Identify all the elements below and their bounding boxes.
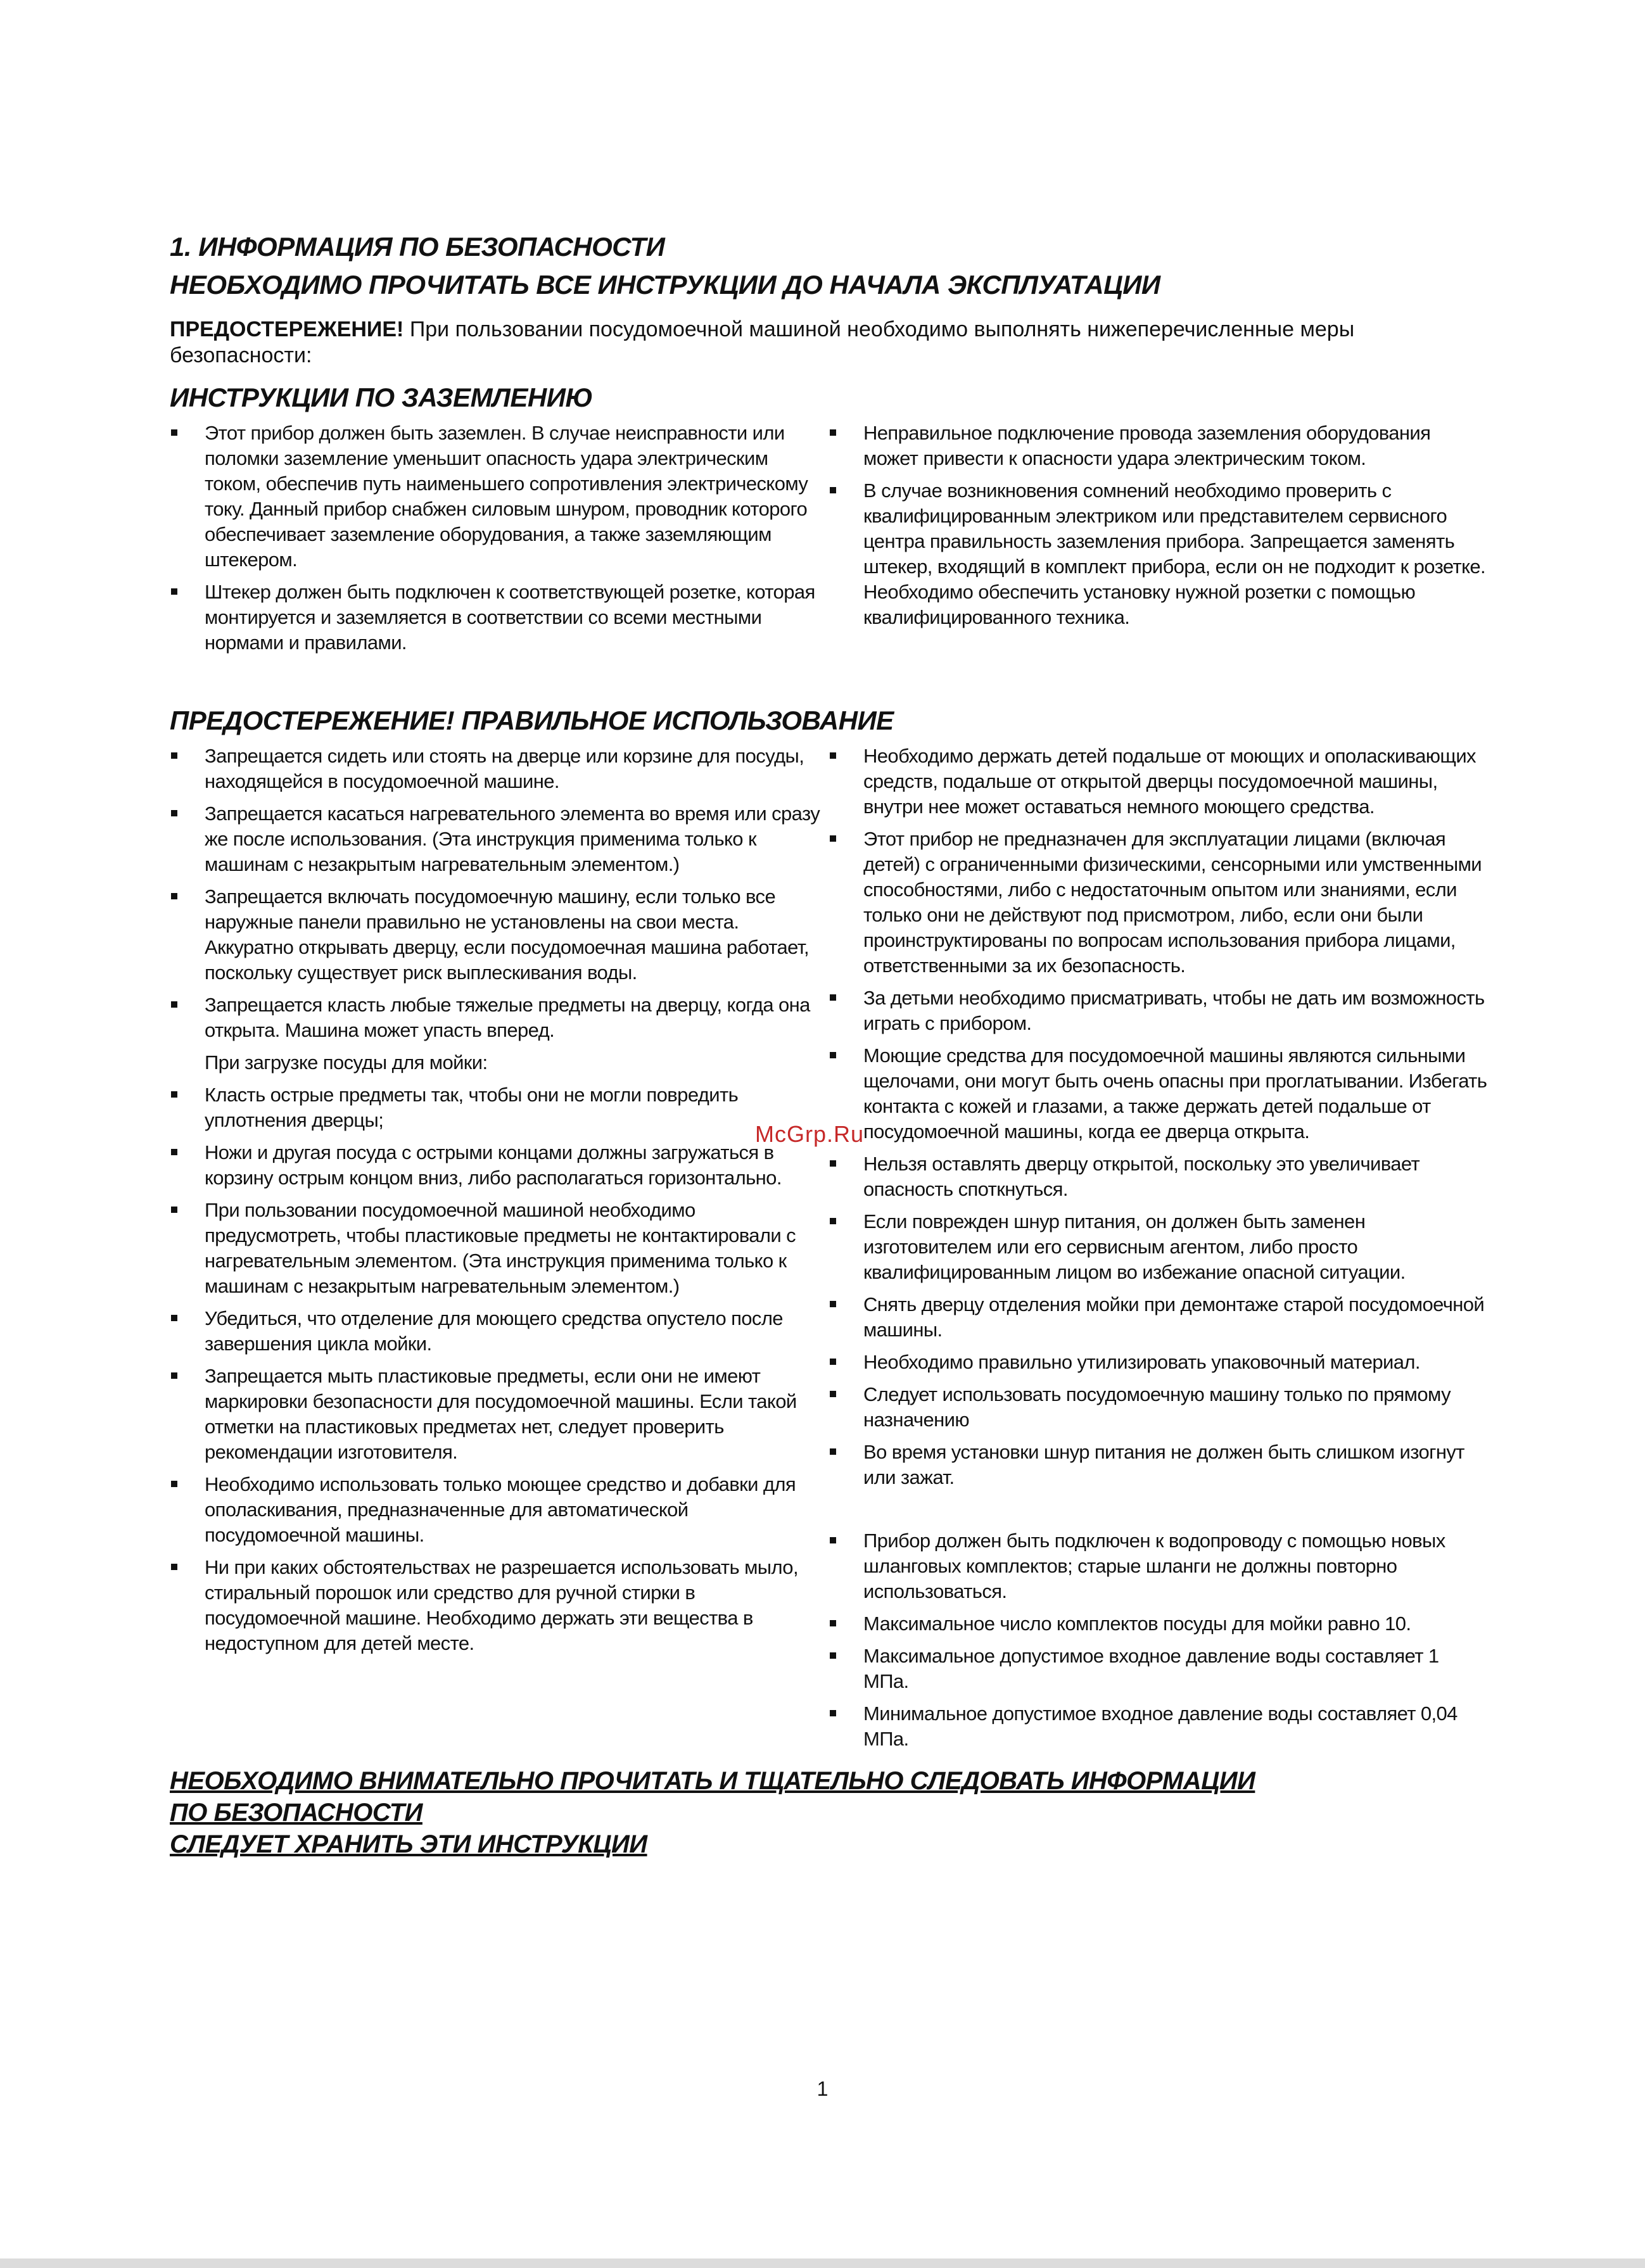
page-number: 1 <box>816 2077 829 2100</box>
section-title: 1. ИНФОРМАЦИЯ ПО БЕЗОПАСНОСТИ <box>170 232 665 262</box>
bullet-icon <box>830 1652 836 1659</box>
section-subtitle: НЕОБХОДИМО ПРОЧИТАТЬ ВСЕ ИНСТРУКЦИИ ДО НАЧАЛА ЭКСПЛУАТАЦИИ <box>170 270 1160 300</box>
list-item: За детьми необходимо присматривать, чтобы не дать им возможность играть с прибором. <box>829 985 1487 1036</box>
bullet-icon <box>830 1620 836 1626</box>
bullet-icon <box>830 1359 836 1365</box>
list-item: Запрещается сидеть или стоять на дверце или корзине для посуды, находящейся в посудомоечной машине. <box>170 744 822 794</box>
list-item: В случае возникновения сомнений необходимо проверить с квалифицированным электриком или представителем сервисного центра правильность заземления прибора. Запрещается заменять штекер, входящий в комплект прибора, если он не подходит к розетке. Необходимо обеспечить установку нужной розетки с помощью квалифицированного техника. <box>829 478 1487 630</box>
warning-label: ПРЕДОСТЕРЕЖЕНИЕ! <box>170 317 404 341</box>
bullet-icon <box>830 994 836 1001</box>
bullet-icon <box>171 1564 177 1570</box>
list-item: Ни при каких обстоятельствах не разрешается использовать мыло, стиральный порошок или средство для ручной стирки в посудомоечной машине. Необходимо держать эти вещества в недоступном для детей месте. <box>170 1555 822 1656</box>
warning-intro <box>170 317 1487 369</box>
list-item: Минимальное допустимое входное давление воды составляет 0,04 МПа. <box>829 1701 1487 1752</box>
grounding-left-column <box>170 421 822 662</box>
list-item: Снять дверцу отделения мойки при демонтаже старой посудомоечной машины. <box>829 1292 1487 1343</box>
bullet-icon <box>171 1207 177 1213</box>
grounding-title: ИНСТРУКЦИИ ПО ЗАЗЕМЛЕНИЮ <box>170 383 593 412</box>
bullet-icon <box>171 1481 177 1487</box>
bullet-icon <box>830 835 836 842</box>
list-item: Убедиться, что отделение для моющего средства опустело после завершения цикла мойки. <box>170 1306 822 1357</box>
bullet-icon <box>830 1448 836 1455</box>
bullet-icon <box>830 487 836 493</box>
warning-text: При пользовании посудомоечной машиной необходимо выполнять нижеперечисленные меры безопасности: <box>170 317 1355 367</box>
list-item: Нельзя оставлять дверцу открытой, поскольку это увеличивает опасность споткнуться. <box>829 1151 1487 1202</box>
list-item: Штекер должен быть подключен к соответствующей розетке, которая монтируется и заземляется в соответствии со всеми местными нормами и правилами. <box>170 580 822 656</box>
usage-left-column <box>170 744 822 1759</box>
bullet-icon <box>830 1052 836 1058</box>
bullet-icon <box>171 893 177 899</box>
bullet-icon <box>171 1315 177 1321</box>
list-item: Во время установки шнур питания не должен быть слишком изогнут или зажат. <box>829 1440 1487 1490</box>
list-item: Необходимо держать детей подальше от моющих и ополаскивающих средств, подальше от открытой дверцы посудомоечной машины, внутри нее может оставаться немного моющего средства. <box>829 744 1487 820</box>
list-item: Этот прибор не предназначен для эксплуатации лицами (включая детей) с ограниченными физическими, сенсорными или умственными способностями, либо с недостаточным опытом или знаниями, если только они не действуют под присмотром, либо, если они были проинструктированы по вопросам использования прибора лицами, ответственными за их безопасность. <box>829 827 1487 979</box>
bullet-icon <box>830 1301 836 1307</box>
manual-page <box>170 228 1487 1860</box>
grounding-columns <box>170 421 1487 662</box>
list-item: Этот прибор должен быть заземлен. В случае неисправности или поломки заземление уменьшит опасность удара электрическим током, обеспечив путь наименьшего сопротивления электрическому току. Данный прибор снабжен силовым шнуром, проводник которого обеспечивает заземление оборудования, а также заземляющим штекером. <box>170 421 822 573</box>
bullet-icon <box>171 1091 177 1098</box>
list-item: Следует использовать посудомоечную машину только по прямому назначению <box>829 1382 1487 1433</box>
bullet-icon <box>171 752 177 759</box>
list-item: Необходимо использовать только моющее средство и добавки для ополаскивания, предназначенные для автоматической посудомоечной машины. <box>170 1472 822 1548</box>
bullet-icon <box>171 1001 177 1008</box>
bullet-icon <box>171 429 177 436</box>
bullet-icon <box>830 1391 836 1397</box>
usage-right-column <box>829 744 1487 1759</box>
closing-line-2: ПО БЕЗОПАСНОСТИ <box>170 1799 422 1827</box>
grounding-right-column <box>829 421 1487 662</box>
list-item: Запрещается мыть пластиковые предметы, если они не имеют маркировки безопасности для посудомоечной машины. Если такой отметки на пластиковых предметах нет, следует проверить рекомендации изготовителя. <box>170 1364 822 1465</box>
bullet-icon <box>171 1372 177 1379</box>
list-item: Прибор должен быть подключен к водопроводу с помощью новых шланговых комплектов; старые шланги не должны повторно использоваться. <box>829 1528 1487 1604</box>
bullet-icon <box>830 429 836 436</box>
list-item: Ножи и другая посуда с острыми концами должны загружаться в корзину острым концом вниз, либо располагаться горизонтально. <box>170 1140 822 1191</box>
list-item: Если поврежден шнур питания, он должен быть заменен изготовителем или его сервисным агентом, либо просто квалифицированным лицом во избежание опасной ситуации. <box>829 1209 1487 1285</box>
closing-line-1: НЕОБХОДИМО ВНИМАТЕЛЬНО ПРОЧИТАТЬ И ТЩАТЕЛЬНО СЛЕДОВАТЬ ИНФОРМАЦИИ <box>170 1767 1255 1795</box>
list-item: Максимальное число комплектов посуды для мойки равно 10. <box>829 1611 1487 1637</box>
watermark: McGrp.Ru <box>755 1121 865 1147</box>
bottom-edge <box>0 2258 1645 2268</box>
bullet-icon <box>171 588 177 595</box>
bullet-icon <box>830 752 836 759</box>
list-item: Класть острые предметы так, чтобы они не могли повредить уплотнения дверцы; <box>170 1082 822 1133</box>
list-item: Необходимо правильно утилизировать упаковочный материал. <box>829 1350 1487 1375</box>
usage-columns <box>170 744 1487 1759</box>
closing-line-3: СЛЕДУЕТ ХРАНИТЬ ЭТИ ИНСТРУКЦИИ <box>170 1830 647 1858</box>
list-item: Неправильное подключение провода заземления оборудования может привести к опасности удара электрическим током. <box>829 421 1487 471</box>
bullet-icon <box>171 810 177 816</box>
usage-title: ПРЕДОСТЕРЕЖЕНИЕ! ПРАВИЛЬНОЕ ИСПОЛЬЗОВАНИЕ <box>170 706 894 735</box>
list-item: Запрещается включать посудомоечную машину, если только все наружные панели правильно не установлены на свои места. Аккуратно открывать дверцу, если посудомоечная машина работает, поскольку существует риск выплескивания воды. <box>170 884 822 985</box>
list-item: Моющие средства для посудомоечной машины являются сильными щелочами, они могут быть очень опасны при проглатывании. Избегать контакта с кожей и глазами, а также держать детей подальше от посудомоечной машины, когда ее дверца открыта. <box>829 1043 1487 1144</box>
list-item: Максимальное допустимое входное давление воды составляет 1 МПа. <box>829 1644 1487 1694</box>
list-item: Запрещается касаться нагревательного элемента во время или сразу же после использования. (Эта инструкция применима только к машинам с незакрытым нагревательным элементом.) <box>170 801 822 877</box>
bullet-icon <box>830 1160 836 1167</box>
closing-notes <box>170 1765 1487 1860</box>
bullet-icon <box>830 1537 836 1543</box>
bullet-icon <box>830 1218 836 1224</box>
list-item: При пользовании посудомоечной машиной необходимо предусмотреть, чтобы пластиковые предметы не контактировали с нагревательным элементом. (Эта инструкция применима только к машинам с незакрытым нагревательным элементом.) <box>170 1198 822 1299</box>
bullet-icon <box>171 1149 177 1155</box>
list-item: Запрещается класть любые тяжелые предметы на дверцу, когда она открыта. Машина может упасть вперед. <box>170 992 822 1043</box>
loading-label: При загрузке посуды для мойки: <box>205 1051 488 1074</box>
bullet-icon <box>830 1710 836 1716</box>
